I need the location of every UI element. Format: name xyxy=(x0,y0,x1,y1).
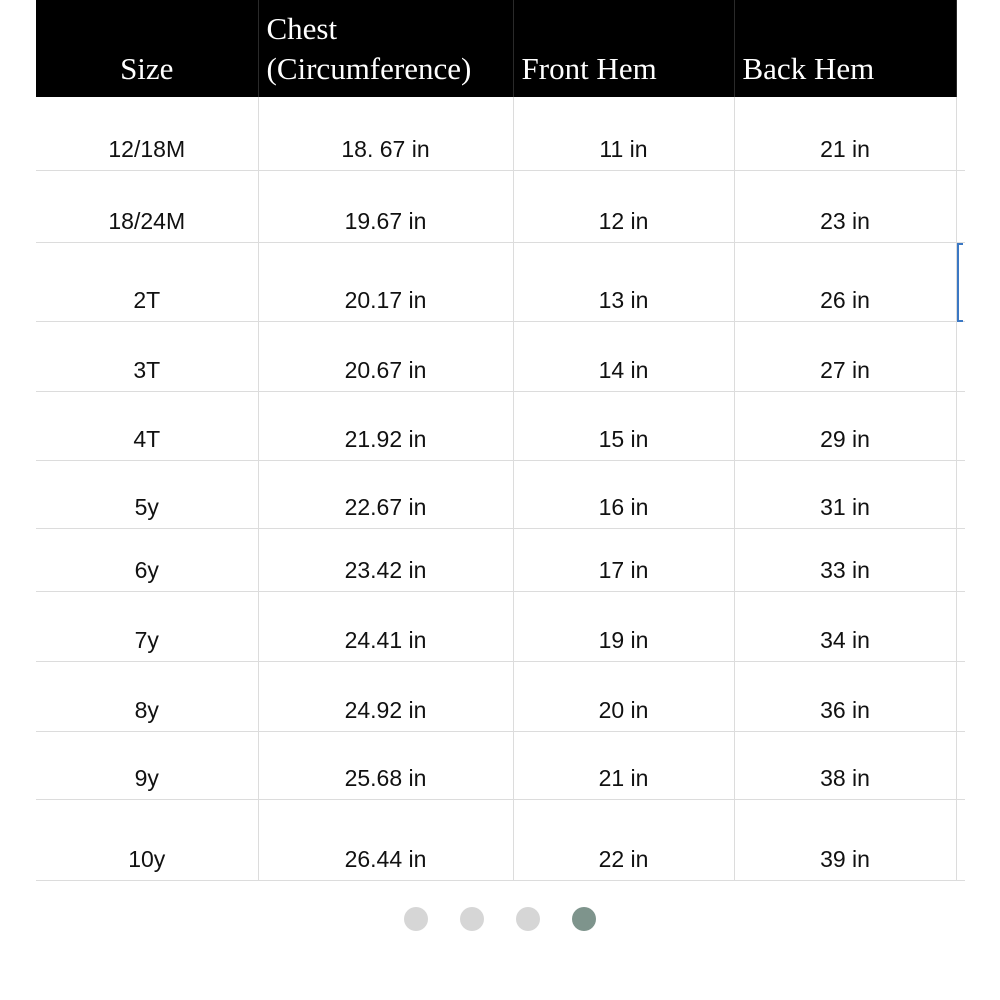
pagination-dot[interactable] xyxy=(404,907,428,931)
cell-edge[interactable] xyxy=(956,321,965,391)
header-front-hem: Front Hem xyxy=(513,0,734,97)
cell-back-hem[interactable]: 27 in xyxy=(734,321,956,391)
table-row xyxy=(36,321,965,391)
table-row xyxy=(36,391,965,460)
header-chest-line1: Chest xyxy=(266,11,338,46)
cell-back-hem[interactable]: 38 in xyxy=(734,731,956,799)
cell-size[interactable]: 18/24M xyxy=(36,170,258,242)
pagination-dot[interactable] xyxy=(460,907,484,931)
header-row xyxy=(36,0,965,97)
cell-chest[interactable]: 18. 67 in xyxy=(258,97,513,170)
size-chart-table xyxy=(36,0,965,881)
table-row xyxy=(36,97,965,170)
cell-size[interactable]: 5y xyxy=(36,460,258,528)
cell-back-hem[interactable]: 36 in xyxy=(734,661,956,731)
cell-chest[interactable]: 20.17 in xyxy=(258,242,513,321)
carousel-pagination xyxy=(404,907,596,931)
header-chest-line2: (Circumference) xyxy=(266,51,472,86)
table-body xyxy=(36,97,965,880)
cell-edge[interactable] xyxy=(956,661,965,731)
cell-back-hem[interactable]: 39 in xyxy=(734,799,956,880)
cell-back-hem[interactable]: 34 in xyxy=(734,591,956,661)
cell-chest[interactable]: 25.68 in xyxy=(258,731,513,799)
cell-front-hem[interactable]: 11 in xyxy=(513,97,734,170)
table-row xyxy=(36,731,965,799)
table-row xyxy=(36,528,965,591)
table-row xyxy=(36,170,965,242)
cell-back-hem[interactable]: 21 in xyxy=(734,97,956,170)
cell-edge[interactable] xyxy=(956,242,965,321)
cell-size[interactable]: 7y xyxy=(36,591,258,661)
cell-chest[interactable]: 20.67 in xyxy=(258,321,513,391)
cell-size[interactable]: 4T xyxy=(36,391,258,460)
cell-chest[interactable]: 21.92 in xyxy=(258,391,513,460)
cell-back-hem[interactable]: 29 in xyxy=(734,391,956,460)
table-row xyxy=(36,799,965,880)
pagination-dot[interactable] xyxy=(516,907,540,931)
header-back-hem: Back Hem xyxy=(734,0,956,97)
cell-chest[interactable]: 26.44 in xyxy=(258,799,513,880)
cell-edge[interactable] xyxy=(956,170,965,242)
table-row xyxy=(36,591,965,661)
table-row xyxy=(36,242,965,321)
cell-chest[interactable]: 22.67 in xyxy=(258,460,513,528)
cell-front-hem[interactable]: 16 in xyxy=(513,460,734,528)
cell-front-hem[interactable]: 12 in xyxy=(513,170,734,242)
cell-size[interactable]: 9y xyxy=(36,731,258,799)
cell-edge[interactable] xyxy=(956,528,965,591)
pagination-dot-active[interactable] xyxy=(572,907,596,931)
table-row xyxy=(36,661,965,731)
cell-back-hem[interactable]: 33 in xyxy=(734,528,956,591)
cell-chest[interactable]: 24.41 in xyxy=(258,591,513,661)
cell-chest[interactable]: 19.67 in xyxy=(258,170,513,242)
cell-back-hem[interactable]: 26 in xyxy=(734,242,956,321)
cell-front-hem[interactable]: 20 in xyxy=(513,661,734,731)
header-size: Size xyxy=(36,0,258,97)
cell-front-hem[interactable]: 17 in xyxy=(513,528,734,591)
cell-selection-indicator xyxy=(957,243,963,322)
header-edge-cell xyxy=(956,0,965,97)
cell-size[interactable]: 6y xyxy=(36,528,258,591)
table-header xyxy=(36,0,965,97)
cell-back-hem[interactable]: 31 in xyxy=(734,460,956,528)
cell-front-hem[interactable]: 13 in xyxy=(513,242,734,321)
cell-size[interactable]: 8y xyxy=(36,661,258,731)
cell-chest[interactable]: 24.92 in xyxy=(258,661,513,731)
cell-edge[interactable] xyxy=(956,391,965,460)
cell-front-hem[interactable]: 21 in xyxy=(513,731,734,799)
cell-size[interactable]: 10y xyxy=(36,799,258,880)
cell-size[interactable]: 2T xyxy=(36,242,258,321)
cell-edge[interactable] xyxy=(956,97,965,170)
header-chest xyxy=(258,0,513,97)
cell-size[interactable]: 12/18M xyxy=(36,97,258,170)
cell-front-hem[interactable]: 15 in xyxy=(513,391,734,460)
table-row xyxy=(36,460,965,528)
cell-edge[interactable] xyxy=(956,731,965,799)
cell-chest[interactable]: 23.42 in xyxy=(258,528,513,591)
cell-edge[interactable] xyxy=(956,460,965,528)
cell-front-hem[interactable]: 19 in xyxy=(513,591,734,661)
cell-edge[interactable] xyxy=(956,591,965,661)
cell-edge[interactable] xyxy=(956,799,965,880)
cell-front-hem[interactable]: 22 in xyxy=(513,799,734,880)
cell-back-hem[interactable]: 23 in xyxy=(734,170,956,242)
cell-size[interactable]: 3T xyxy=(36,321,258,391)
cell-front-hem[interactable]: 14 in xyxy=(513,321,734,391)
